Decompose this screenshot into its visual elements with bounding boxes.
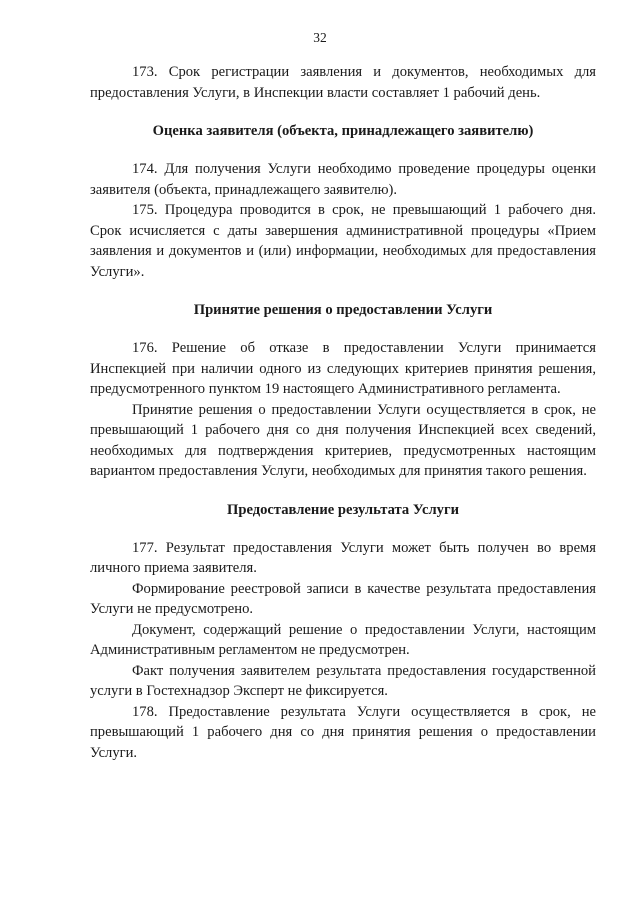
paragraph-177-document: Документ, содержащий решение о предоставлении Услуги, настоящим Административным регламентом не предусмотрен. xyxy=(90,621,596,658)
heading-decision: Принятие решения о предоставлении Услуги xyxy=(193,302,493,318)
paragraph-177-fact: Факт получения заявителем результата предоставления государственной услуги в Гостехнадзор Эксперт не фиксируется. xyxy=(90,662,596,699)
paragraph-176-deadline: Принятие решения о предоставлении Услуги осуществляется в срок, не превышающий 1 рабочего дня со дня получения Инспекцией всех сведений, необходимых для подтверждения критериев, предусмотренных настоящим вариантом предоставления Услуги, необходимых для принятия такого решения. xyxy=(90,401,596,479)
paragraph-173: 173. Срок регистрации заявления и документов, необходимых для предоставления Услуги, в Инспекции власти составляет 1 рабочий день. xyxy=(90,64,596,101)
document-body xyxy=(90,62,596,763)
paragraph-177-registry: Формирование реестровой записи в качестве результата предоставления Услуги не предусмотрено. xyxy=(90,580,596,617)
paragraph-175: 175. Процедура проводится в срок, не превышающий 1 рабочего дня. Срок исчисляется с даты завершения административной процедуры «Прием заявления и документов и (или) информации, необходимых для предоставления Услуги». xyxy=(90,202,596,280)
paragraph-177: 177. Результат предоставления Услуги может быть получен во время личного приема заявителя. xyxy=(90,539,596,576)
heading-result: Предоставление результата Услуги xyxy=(227,501,459,518)
page-number: 32 xyxy=(313,30,327,45)
paragraph-176: 176. Решение об отказе в предоставлении Услуги принимается Инспекцией при наличии одного из следующих критериев принятия решения, предусмотренного пунктом 19 настоящего Административного регламента. xyxy=(90,340,596,397)
paragraph-178: 178. Предоставление результата Услуги осуществляется в срок, не превышающий 1 рабочего дня со дня принятия решения о предоставлении Услуги. xyxy=(90,703,596,761)
heading-applicant-assessment: Оценка заявителя (объекта, принадлежащего заявителю) xyxy=(152,123,534,139)
paragraph-174: 174. Для получения Услуги необходимо проведение процедуры оценки заявителя (объекта, принадлежащего заявителю). xyxy=(90,161,596,198)
